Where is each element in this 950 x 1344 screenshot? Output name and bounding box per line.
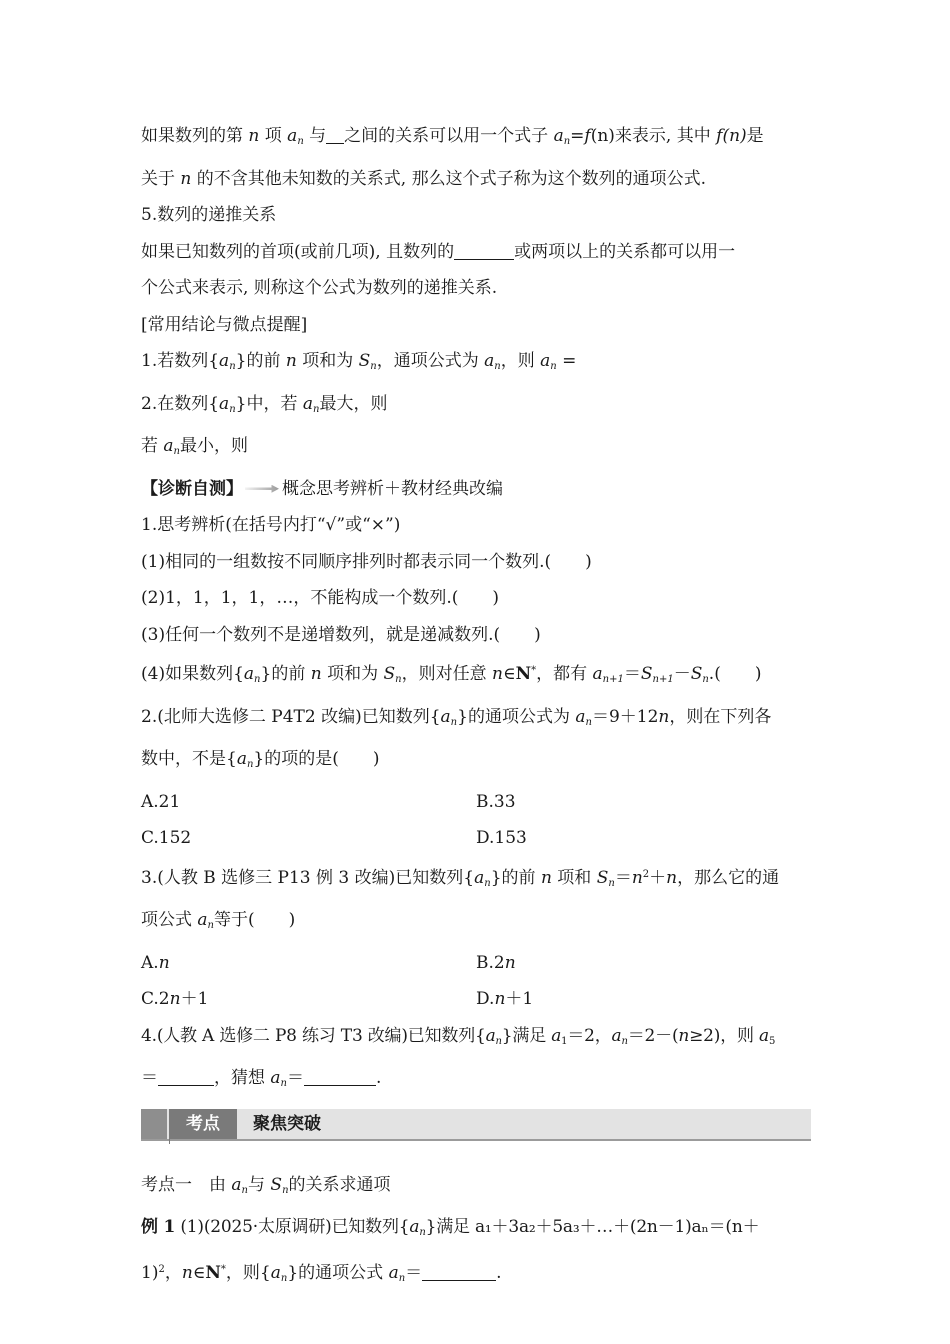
question-3-cont bbox=[141, 902, 811, 945]
text: ， bbox=[164, 1262, 182, 1283]
text: 2.在数列{ bbox=[141, 393, 220, 414]
text: 最大，则 bbox=[319, 393, 388, 414]
text: n bbox=[492, 664, 503, 684]
page-content bbox=[141, 118, 811, 1297]
text: 4.(人教 A 选修二 P8 练习 T3 改编)已知数列{ bbox=[141, 1025, 486, 1046]
text: ＝2－( bbox=[627, 1025, 679, 1046]
text: 2.(北师大选修二 P4T2 改编)已知数列{ bbox=[141, 706, 441, 727]
text: 若 bbox=[141, 436, 164, 456]
question-4-cont bbox=[141, 1060, 811, 1103]
diagnosis-label: 【诊断自测】 bbox=[141, 478, 243, 499]
text: n bbox=[484, 877, 491, 889]
text: ∈ bbox=[192, 1262, 206, 1283]
text: 项和 bbox=[551, 867, 597, 888]
text: 或两项以上的关系都可以用一 bbox=[514, 241, 736, 262]
text: a bbox=[163, 436, 174, 456]
text: N bbox=[515, 664, 532, 684]
question-4 bbox=[141, 1018, 811, 1061]
text: N bbox=[205, 1262, 221, 1283]
text: n bbox=[229, 361, 236, 372]
option-c[interactable]: C.152 bbox=[141, 828, 192, 848]
text: n bbox=[248, 126, 260, 146]
text: 1 bbox=[561, 1035, 568, 1047]
option-d[interactable]: D.153 bbox=[476, 828, 527, 848]
question-2-cont bbox=[141, 741, 811, 784]
equation-text: a₁＋3a₂＋5a₃＋…＋(2n－1)aₙ＝(n＋ bbox=[475, 1217, 760, 1237]
text: n bbox=[297, 136, 304, 147]
text: .( ) bbox=[708, 664, 762, 684]
text: ＝ bbox=[287, 1068, 304, 1088]
text: n bbox=[494, 989, 506, 1009]
text: a bbox=[409, 1217, 420, 1237]
banner-tag: 考点 bbox=[169, 1109, 237, 1139]
answer-blank-a5[interactable] bbox=[158, 1067, 214, 1086]
paragraph-general-term-cont bbox=[141, 161, 811, 198]
text: S bbox=[383, 664, 396, 684]
text: n bbox=[254, 674, 261, 685]
text: n bbox=[563, 136, 571, 147]
paragraph-general-term bbox=[141, 118, 811, 161]
text: a bbox=[575, 706, 586, 727]
text: 与 bbox=[303, 126, 327, 146]
text: 项和为 bbox=[321, 664, 384, 684]
text: ＝9＋12 bbox=[591, 706, 659, 727]
text: n bbox=[398, 1272, 406, 1284]
section-banner bbox=[141, 1109, 811, 1145]
text: }满足 bbox=[501, 1025, 552, 1046]
text: ＋ bbox=[649, 867, 667, 888]
text: }的项的是( ) bbox=[253, 749, 380, 769]
text: a bbox=[270, 1068, 281, 1088]
text: a bbox=[551, 1025, 562, 1046]
example-1-cont bbox=[141, 1252, 811, 1298]
text: a bbox=[553, 126, 564, 146]
text: a bbox=[219, 351, 230, 371]
text: n bbox=[631, 867, 643, 888]
text: = bbox=[570, 126, 585, 146]
text: . bbox=[376, 1068, 382, 1088]
text: n bbox=[504, 952, 516, 973]
text: a bbox=[287, 126, 298, 146]
text: 项 bbox=[259, 126, 288, 146]
arrow-right-icon bbox=[245, 485, 279, 493]
paragraph-recurrence-cont: 个公式来表示, 则称这个公式为数列的递推关系. bbox=[141, 278, 498, 298]
text: n bbox=[282, 1184, 289, 1196]
text: (4)如果数列{ bbox=[141, 664, 244, 684]
text: n bbox=[310, 664, 322, 684]
text: = bbox=[556, 351, 577, 371]
text: S bbox=[690, 664, 703, 684]
text: n bbox=[229, 403, 236, 415]
text: n bbox=[395, 674, 402, 685]
text: n bbox=[370, 361, 377, 372]
fill-blank[interactable] bbox=[454, 241, 514, 260]
heading-recurrence: 5.数列的递推关系 bbox=[141, 205, 277, 225]
text: }的前 bbox=[490, 867, 541, 888]
text: ，都有 bbox=[536, 664, 593, 684]
answer-blank-an[interactable] bbox=[304, 1067, 376, 1086]
question-1-3: (3)任何一个数列不是递增数列，就是递减数列.( ) bbox=[141, 624, 541, 645]
text: S bbox=[596, 867, 609, 888]
question-1-4 bbox=[141, 653, 811, 699]
text: }满足 bbox=[425, 1217, 475, 1237]
banner-background bbox=[141, 1109, 811, 1141]
text: ≥2)，则 bbox=[689, 1025, 760, 1046]
paragraph-recurrence bbox=[141, 234, 811, 271]
text: B.2 bbox=[476, 952, 505, 973]
fill-blank[interactable] bbox=[326, 125, 344, 144]
text: 3.(人教 B 选修三 P13 例 3 改编)已知数列{ bbox=[141, 867, 475, 888]
text: a bbox=[219, 393, 230, 414]
question-3-options-row-2 bbox=[141, 981, 811, 1018]
conclusions-header: [常用结论与微点提醒] bbox=[141, 314, 308, 335]
text: S bbox=[358, 351, 371, 371]
text: * bbox=[220, 1263, 226, 1275]
text: － bbox=[673, 664, 691, 684]
option-c[interactable] bbox=[141, 981, 476, 1018]
text: n bbox=[585, 716, 592, 728]
text: n bbox=[702, 674, 709, 685]
text: n bbox=[158, 952, 170, 973]
text: 项公式 bbox=[141, 910, 198, 930]
question-3-options-row-1 bbox=[141, 945, 811, 982]
text: n bbox=[241, 1184, 248, 1196]
banner-tag-line bbox=[169, 1139, 170, 1144]
text: . bbox=[496, 1262, 502, 1283]
text: }的前 bbox=[235, 351, 286, 371]
text: ＋1 bbox=[180, 989, 209, 1009]
text: ，则对任意 bbox=[401, 664, 493, 684]
question-1-2: (2)1，1，1，1，…，不能构成一个数列.( ) bbox=[141, 588, 500, 608]
text: 来表示, 其中 bbox=[614, 126, 717, 146]
text: S bbox=[270, 1174, 283, 1195]
text: ＝ bbox=[405, 1262, 423, 1283]
text: ，则在下列各 bbox=[669, 706, 772, 727]
text: a bbox=[388, 1262, 399, 1283]
text: 2 bbox=[642, 868, 650, 880]
text: n bbox=[450, 716, 458, 728]
text: a bbox=[197, 910, 208, 930]
text: * bbox=[531, 665, 537, 676]
text: n bbox=[608, 877, 615, 889]
option-b[interactable]: B.33 bbox=[476, 791, 516, 812]
text: 与 bbox=[248, 1174, 271, 1195]
text: n bbox=[313, 403, 320, 415]
text: a bbox=[484, 351, 495, 371]
text: n bbox=[666, 867, 678, 888]
topic-1-heading bbox=[141, 1167, 811, 1210]
text: a bbox=[231, 1174, 242, 1195]
text: 关于 bbox=[141, 168, 181, 189]
example-label: 例 1 bbox=[141, 1217, 176, 1237]
text: 数中，不是{ bbox=[141, 749, 237, 769]
banner-left-strip bbox=[141, 1109, 167, 1139]
text: n bbox=[180, 168, 192, 189]
text: ＝2， bbox=[567, 1025, 612, 1046]
option-a[interactable]: A.21 bbox=[141, 791, 181, 812]
text: ＋1 bbox=[505, 989, 534, 1009]
text: ，猜想 bbox=[214, 1068, 271, 1088]
question-2-options-row-1 bbox=[141, 784, 811, 821]
text: a bbox=[236, 749, 247, 769]
text: 的不含其他未知数的关系式, 那么这个式子称为这个数列的通项公式. bbox=[191, 168, 706, 189]
text: }的通项公式为 bbox=[457, 706, 576, 727]
text: a bbox=[302, 393, 314, 414]
text: n bbox=[207, 920, 214, 931]
text: A. bbox=[141, 952, 159, 973]
text: n bbox=[540, 867, 552, 888]
text: n+1 bbox=[602, 674, 624, 685]
text: a bbox=[270, 1262, 281, 1283]
text: n bbox=[173, 446, 180, 457]
diagnosis-subtitle: 概念思考辨析＋教材经典改编 bbox=[282, 478, 503, 499]
text: n bbox=[246, 759, 254, 770]
text: 的关系求通项 bbox=[288, 1174, 391, 1195]
text: f bbox=[584, 126, 591, 146]
text: n bbox=[280, 1272, 288, 1284]
text: n bbox=[169, 989, 181, 1009]
text: ＝ bbox=[614, 867, 632, 888]
text: a bbox=[474, 867, 485, 888]
question-1-1: (1)相同的一组数按不同顺序排列时都表示同一个数列.( ) bbox=[141, 551, 592, 572]
text: n bbox=[678, 1025, 690, 1046]
conclusion-1 bbox=[141, 343, 811, 386]
diagnosis-header bbox=[141, 471, 811, 508]
text: 是 bbox=[746, 126, 764, 146]
option-d[interactable] bbox=[476, 981, 811, 1018]
text: 最小，则 bbox=[180, 436, 248, 456]
text: n bbox=[494, 361, 501, 372]
text: }的前 bbox=[260, 664, 311, 684]
text: 考点一 由 bbox=[141, 1174, 232, 1195]
question-3 bbox=[141, 857, 811, 903]
text: n bbox=[495, 1035, 502, 1047]
text: }的通项公式 bbox=[287, 1262, 389, 1283]
option-a[interactable] bbox=[141, 945, 476, 982]
text: ∈ bbox=[502, 664, 516, 684]
text: n bbox=[658, 706, 670, 727]
text: a bbox=[540, 351, 551, 371]
text: n bbox=[285, 351, 297, 371]
text: C.2 bbox=[141, 989, 170, 1009]
banner-title: 聚焦突破 bbox=[253, 1113, 321, 1134]
answer-blank[interactable] bbox=[422, 1262, 496, 1281]
text: D. bbox=[476, 989, 495, 1009]
text: 1.若数列{ bbox=[141, 351, 220, 371]
example-1 bbox=[141, 1209, 811, 1252]
text: S bbox=[640, 664, 653, 684]
text: n bbox=[419, 1227, 426, 1238]
question-2-options-row-2 bbox=[141, 820, 811, 857]
text: a bbox=[611, 1025, 622, 1046]
text: a bbox=[243, 664, 255, 684]
question-2 bbox=[141, 699, 811, 742]
text: a bbox=[759, 1025, 769, 1046]
text: n bbox=[621, 1035, 628, 1047]
text: n bbox=[550, 361, 557, 372]
text: n+1 bbox=[652, 674, 674, 685]
text: 2 bbox=[158, 1263, 165, 1275]
text: ＝ bbox=[141, 1068, 158, 1088]
text: n bbox=[280, 1078, 287, 1089]
text: (1)(2025·太原调研)已知数列{ bbox=[175, 1217, 410, 1237]
text: 项和为 bbox=[296, 351, 359, 371]
text: ，则{ bbox=[225, 1262, 271, 1283]
text: ＝ bbox=[623, 664, 641, 684]
question-1: 1.思考辨析(在括号内打“√”或“×”) bbox=[141, 515, 401, 535]
text: ，那么它的通 bbox=[677, 867, 780, 888]
conclusion-2 bbox=[141, 386, 811, 429]
text: 如果已知数列的首项(或前几项), 且数列的 bbox=[141, 241, 455, 262]
text: a bbox=[485, 1025, 496, 1046]
text: 如果数列的第 bbox=[141, 126, 249, 146]
text: f(n) bbox=[716, 126, 747, 146]
text: a bbox=[440, 706, 451, 727]
conclusion-3 bbox=[141, 428, 811, 471]
text: (n) bbox=[590, 126, 615, 146]
text: }中，若 bbox=[235, 393, 303, 414]
text: n bbox=[181, 1262, 193, 1283]
text: 1) bbox=[141, 1262, 159, 1283]
text: ，通项公式为 bbox=[376, 351, 485, 371]
text: 5 bbox=[768, 1035, 776, 1047]
text: ，则 bbox=[500, 351, 541, 371]
text: a bbox=[592, 664, 603, 684]
text: 之间的关系可以用一个式子 bbox=[344, 126, 554, 146]
option-b[interactable] bbox=[476, 945, 811, 982]
text: 等于( ) bbox=[214, 910, 296, 930]
